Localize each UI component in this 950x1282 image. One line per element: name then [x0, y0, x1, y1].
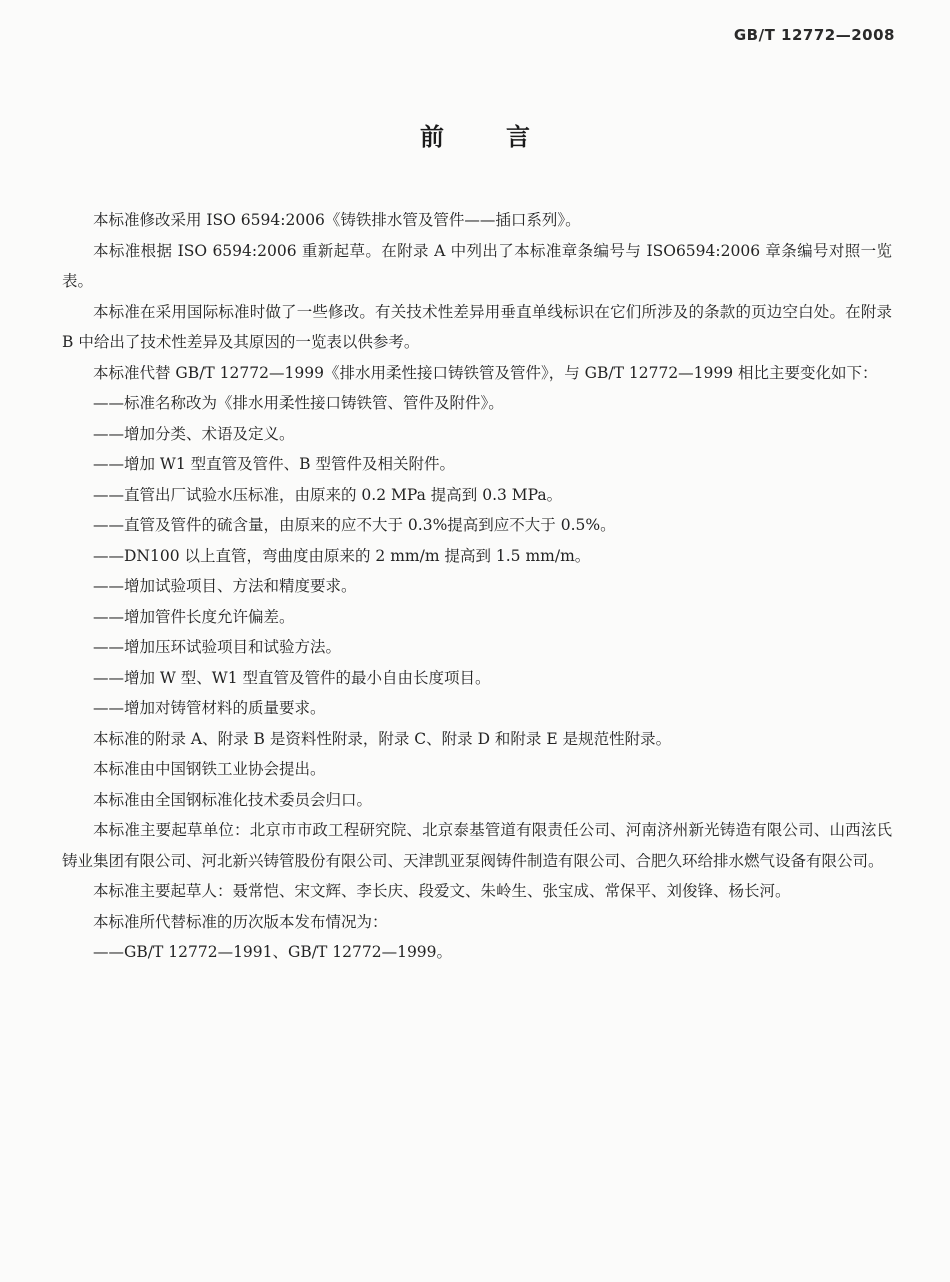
paragraph: 本标准的附录 A、附录 B 是资料性附录，附录 C、附录 D 和附录 E 是规范性附录。: [93, 729, 672, 748]
paragraph: 本标准修改采用 ISO 6594:2006《铸铁排水管及管件——插口系列》。: [93, 211, 581, 229]
list-item: ——标准名称改为《排水用柔性接口铸铁管、管件及附件》。: [93, 394, 504, 412]
paragraph: 本标准根据 ISO 6594:2006 重新起草。在附录 A 中列出了本标准章条编号与 ISO6594:2006 章条编号对照一览表。: [62, 241, 892, 290]
paragraph: 本标准主要起草人：聂常恺、宋文辉、李长庆、段爱文、朱岭生、张宝成、常保平、刘俊锋、杨长河。: [93, 882, 791, 900]
list-item: ——增加管件长度允许偏差。: [93, 607, 295, 626]
paragraph: 本标准在采用国际标准时做了一些修改。有关技术性差异用垂直单线标识在它们所涉及的条款的页边空白处。在附录 B 中给出了技术性差异及其原因的一览表以供参考。: [62, 302, 892, 351]
list-item: ——GB/T 12772—1991、GB/T 12772—1999。: [93, 943, 453, 961]
foreword-body: [62, 205, 892, 968]
list-item: ——增加 W1 型直管及管件、B 型管件及相关附件。: [93, 455, 455, 473]
paragraph: 本标准主要起草单位：北京市市政工程研究院、北京泰基管道有限责任公司、河南济州新光铸造有限公司、山西泫氏铸业集团有限公司、河北新兴铸管股份有限公司、天津凯亚泵阀铸件制造有限公司、合肥久环给排水燃气设备有限公司。: [62, 821, 892, 870]
paragraph: 本标准代替 GB/T 12772—1999《排水用柔性接口铸铁管及管件》，与 GB/T 12772—1999 相比主要变化如下：: [93, 363, 878, 382]
list-item: ——增加对铸管材料的质量要求。: [93, 699, 326, 717]
page-title: 前言: [420, 123, 592, 151]
list-item: ——DN100 以上直管，弯曲度由原来的 2 mm/m 提高到 1.5 mm/m。: [93, 546, 591, 565]
standard-number: GB/T 12772—2008: [733, 26, 895, 44]
list-item: ——直管及管件的硫含量，由原来的应不大于 0.3%提高到应不大于 0.5%。: [93, 516, 616, 534]
list-item: ——增加 W 型、W1 型直管及管件的最小自由长度项目。: [93, 668, 491, 687]
paragraph: 本标准由中国钢铁工业协会提出。: [93, 760, 326, 778]
paragraph: 本标准由全国钢标准化技术委员会归口。: [93, 790, 373, 809]
list-item: ——增加压环试验项目和试验方法。: [93, 638, 342, 656]
paragraph: 本标准所代替标准的历次版本发布情况为：: [93, 912, 388, 931]
list-item: ——直管出厂试验水压标准，由原来的 0.2 MPa 提高到 0.3 MPa。: [93, 485, 563, 504]
list-item: ——增加试验项目、方法和精度要求。: [93, 577, 357, 595]
list-item: ——增加分类、术语及定义。: [93, 424, 295, 443]
